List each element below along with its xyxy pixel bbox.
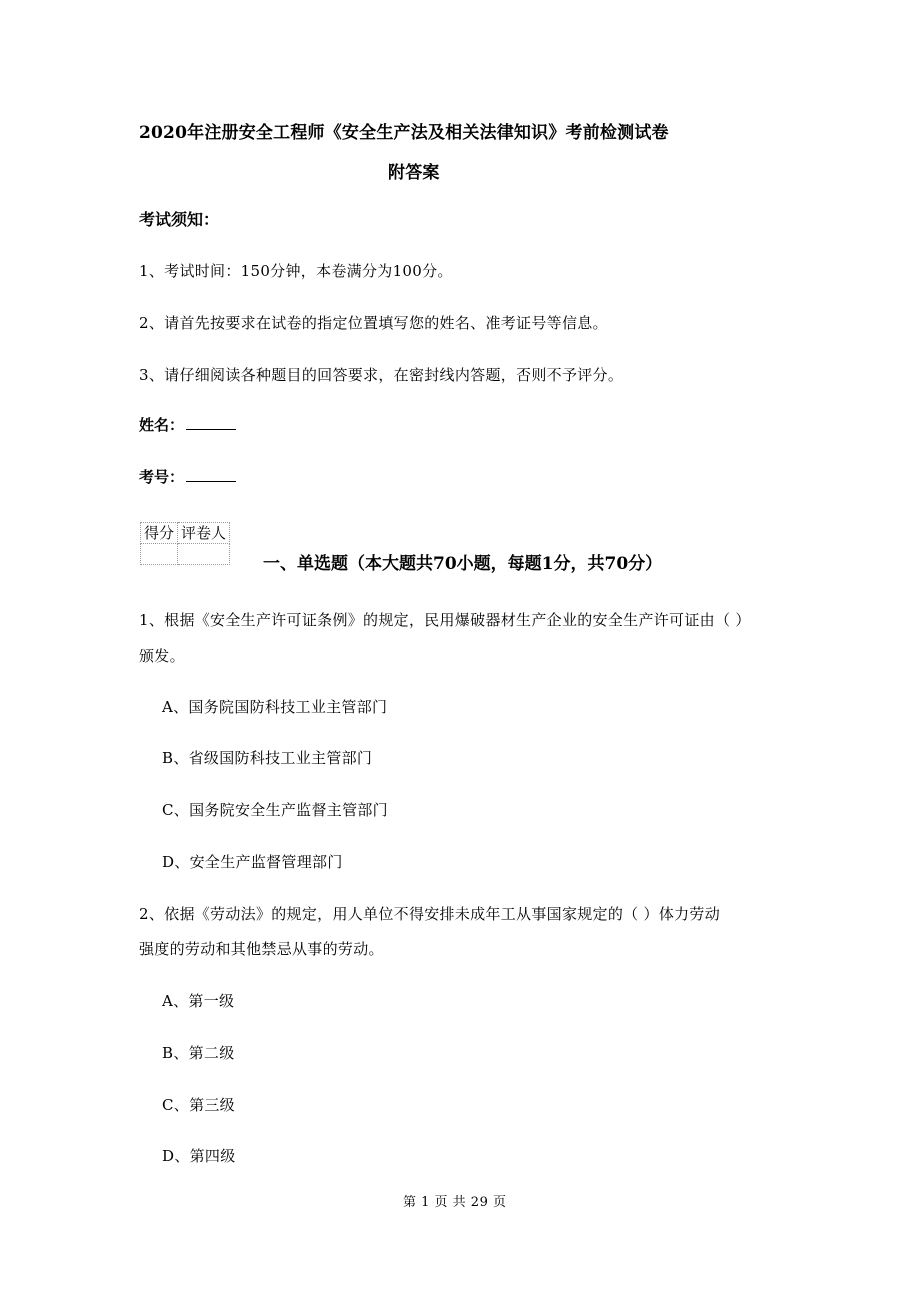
exam-number-field[interactable]: [139, 466, 236, 487]
question-2-option-b[interactable]: B、第二级: [162, 1044, 235, 1062]
question-2-text-line2: 强度的劳动和其他禁忌从事的劳动。: [139, 940, 384, 958]
question-2-option-d[interactable]: D、第四级: [162, 1147, 236, 1165]
grader-header: 评卷人: [178, 523, 230, 544]
question-1-option-a[interactable]: A、国务院国防科技工业主管部门: [162, 698, 388, 716]
question-1-option-b[interactable]: B、省级国防科技工业主管部门: [162, 749, 373, 767]
score-header: 得分: [141, 523, 178, 544]
exam-number-label: 考号：: [139, 468, 185, 486]
name-label: 姓名：: [139, 416, 185, 434]
question-2-option-c[interactable]: C、第三级: [162, 1096, 235, 1114]
page-number: 第 1 页 共 29 页: [403, 1195, 507, 1210]
document-title-line1: 2020年注册安全工程师《安全生产法及相关法律知识》考前检测试卷: [139, 123, 669, 143]
section-title: 一、单选题（本大题共70小题，每题1分，共70分）: [263, 554, 663, 574]
notice-item-1: 1、考试时间：150分钟，本卷满分为100分。: [139, 262, 453, 280]
document-title-line2: 附答案: [388, 163, 440, 183]
score-cell[interactable]: [141, 544, 178, 565]
question-1-text-line1: 1、根据《安全生产许可证条例》的规定，民用爆破器材生产企业的安全生产许可证由（ ）: [139, 611, 751, 629]
question-2-option-a[interactable]: A、第一级: [162, 992, 235, 1010]
question-1-text-line2: 颁发。: [139, 647, 185, 665]
exam-number-blank[interactable]: [186, 467, 236, 482]
question-1-option-d[interactable]: D、安全生产监督管理部门: [162, 853, 343, 871]
name-field[interactable]: [139, 414, 236, 435]
grader-cell[interactable]: [178, 544, 230, 565]
notice-heading: 考试须知：: [139, 210, 220, 229]
question-2-text-line1: 2、依据《劳动法》的规定，用人单位不得安排未成年工从事国家规定的（ ）体力劳动: [139, 905, 721, 923]
notice-item-2: 2、请首先按要求在试卷的指定位置填写您的姓名、准考证号等信息。: [139, 314, 608, 332]
score-box: [140, 522, 230, 565]
name-blank[interactable]: [186, 415, 236, 430]
notice-item-3: 3、请仔细阅读各种题目的回答要求，在密封线内答题，否则不予评分。: [139, 366, 624, 384]
question-1-option-c[interactable]: C、国务院安全生产监督主管部门: [162, 801, 388, 819]
